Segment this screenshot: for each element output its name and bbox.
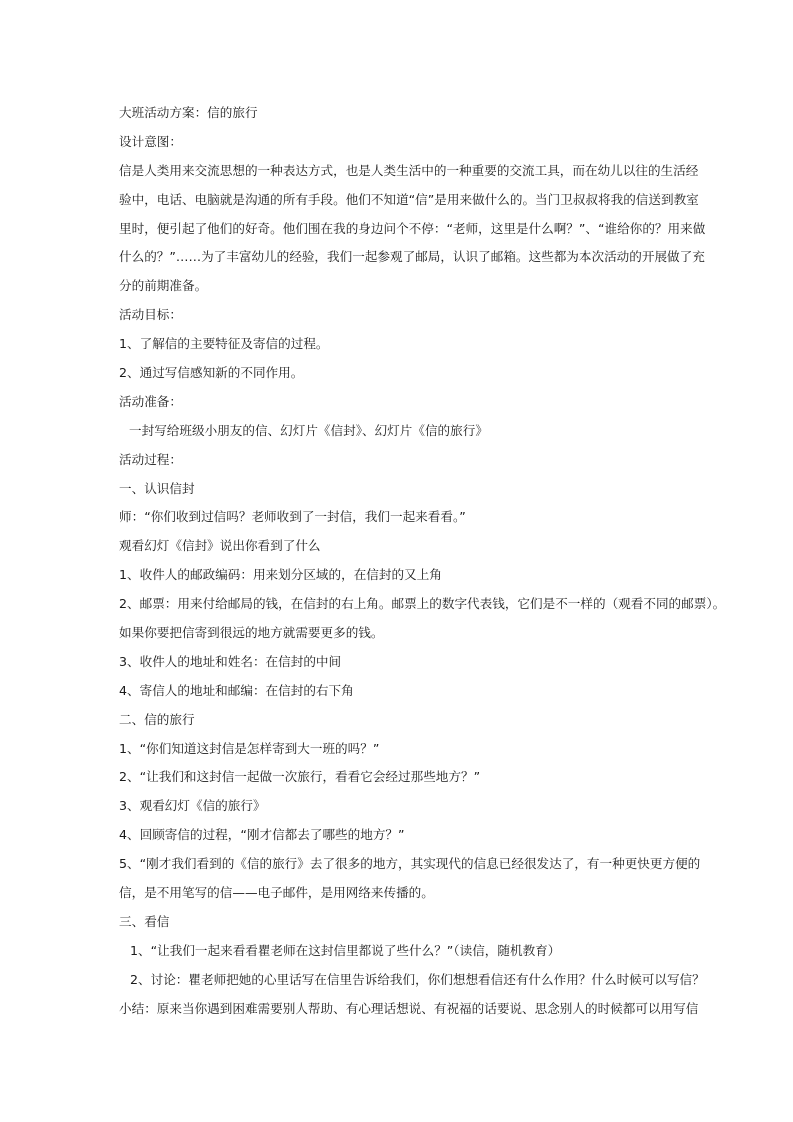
list-item: 4、寄信人的地址和邮编：在信封的右下角 [119, 682, 354, 698]
list-item: 2、“让我们和这封信一起做一次旅行，看看它会经过那些地方？” [119, 769, 481, 785]
document-body [119, 99, 726, 1024]
list-item: 5、“刚才我们看到的《信的旅行》去了很多的地方，其实现代的信息已经很发达了，有一种更快更方便的 [119, 856, 701, 872]
paragraph-line: 分的前期准备。 [119, 278, 208, 294]
list-item: 1、了解信的主要特征及寄信的过程。 [119, 336, 329, 352]
list-item: 3、收件人的地址和姓名：在信封的中间 [119, 653, 342, 669]
list-item: 1、“你们知道这封信是怎样寄到大一班的吗？” [119, 740, 380, 756]
list-item: 1、“让我们一起来看看瞿老师在这封信里都说了些什么？”（读信，随机教育） [130, 942, 561, 958]
subsection-heading: 一、认识信封 [119, 480, 195, 496]
paragraph-line: 验中，电话、电脑就是沟通的所有手段。他们不知道“信”是用来做什么的。当门卫叔叔将我的信送到教室 [119, 191, 699, 207]
section-heading-process: 活动过程： [119, 451, 182, 467]
list-item: 3、观看幻灯《信的旅行》 [119, 798, 266, 814]
section-heading-goals: 活动目标： [119, 307, 182, 323]
document-title: 大班活动方案：信的旅行 [119, 105, 258, 120]
subsection-heading: 二、信的旅行 [119, 711, 195, 727]
list-item: 4、回顾寄信的过程，“刚才信都去了哪些的地方？” [119, 827, 405, 843]
list-item: 1、收件人的邮政编码：用来划分区域的，在信封的又上角 [119, 567, 442, 583]
paragraph-line: 师：“你们收到过信吗？老师收到了一封信，我们一起来看看。” [119, 509, 466, 525]
section-heading-design-intent: 设计意图： [119, 133, 182, 149]
paragraph-line: 里时，便引起了他们的好奇。他们围在我的身边问个不停：“老师，这里是什么啊？”、“谁给你的？用来做 [119, 220, 706, 236]
paragraph-line: 信，是不用笔写的信——电子邮件，是用网络来传播的。 [119, 885, 434, 901]
paragraph-line: 信是人类用来交流思想的一种表达方式，也是人类生活中的一种重要的交流工具，而在幼儿以往的生活经 [119, 162, 699, 178]
paragraph-line: 一封写给班级小朋友的信、幻灯片《信封》、幻灯片《信的旅行》 [129, 422, 488, 438]
paragraph-line: 如果你要把信寄到很远的地方就需要更多的钱。 [119, 625, 384, 641]
paragraph-line: 什么的？”……为了丰富幼儿的经验，我们一起参观了邮局，认识了邮箱。这些都为本次活动的开展做了充 [119, 249, 705, 265]
list-item: 2、讨论：瞿老师把她的心里话写在信里告诉给我们，你们想想看信还有什么作用？什么时候可以写信？ [130, 971, 705, 987]
section-heading-preparation: 活动准备： [119, 393, 182, 409]
list-item: 2、邮票：用来付给邮局的钱，在信封的右上角。邮票上的数字代表钱，它们是不一样的（观看不同的邮票）。 [119, 596, 726, 612]
paragraph-line: 观看幻灯《信封》说出你看到了什么 [119, 538, 321, 554]
list-item: 2、通过写信感知新的不同作用。 [119, 365, 304, 381]
paragraph-line: 小结：原来当你遇到困难需要别人帮助、有心理话想说、有祝福的话要说、思念别人的时候都可以用写信 [119, 1000, 699, 1016]
subsection-heading: 三、看信 [119, 913, 170, 929]
